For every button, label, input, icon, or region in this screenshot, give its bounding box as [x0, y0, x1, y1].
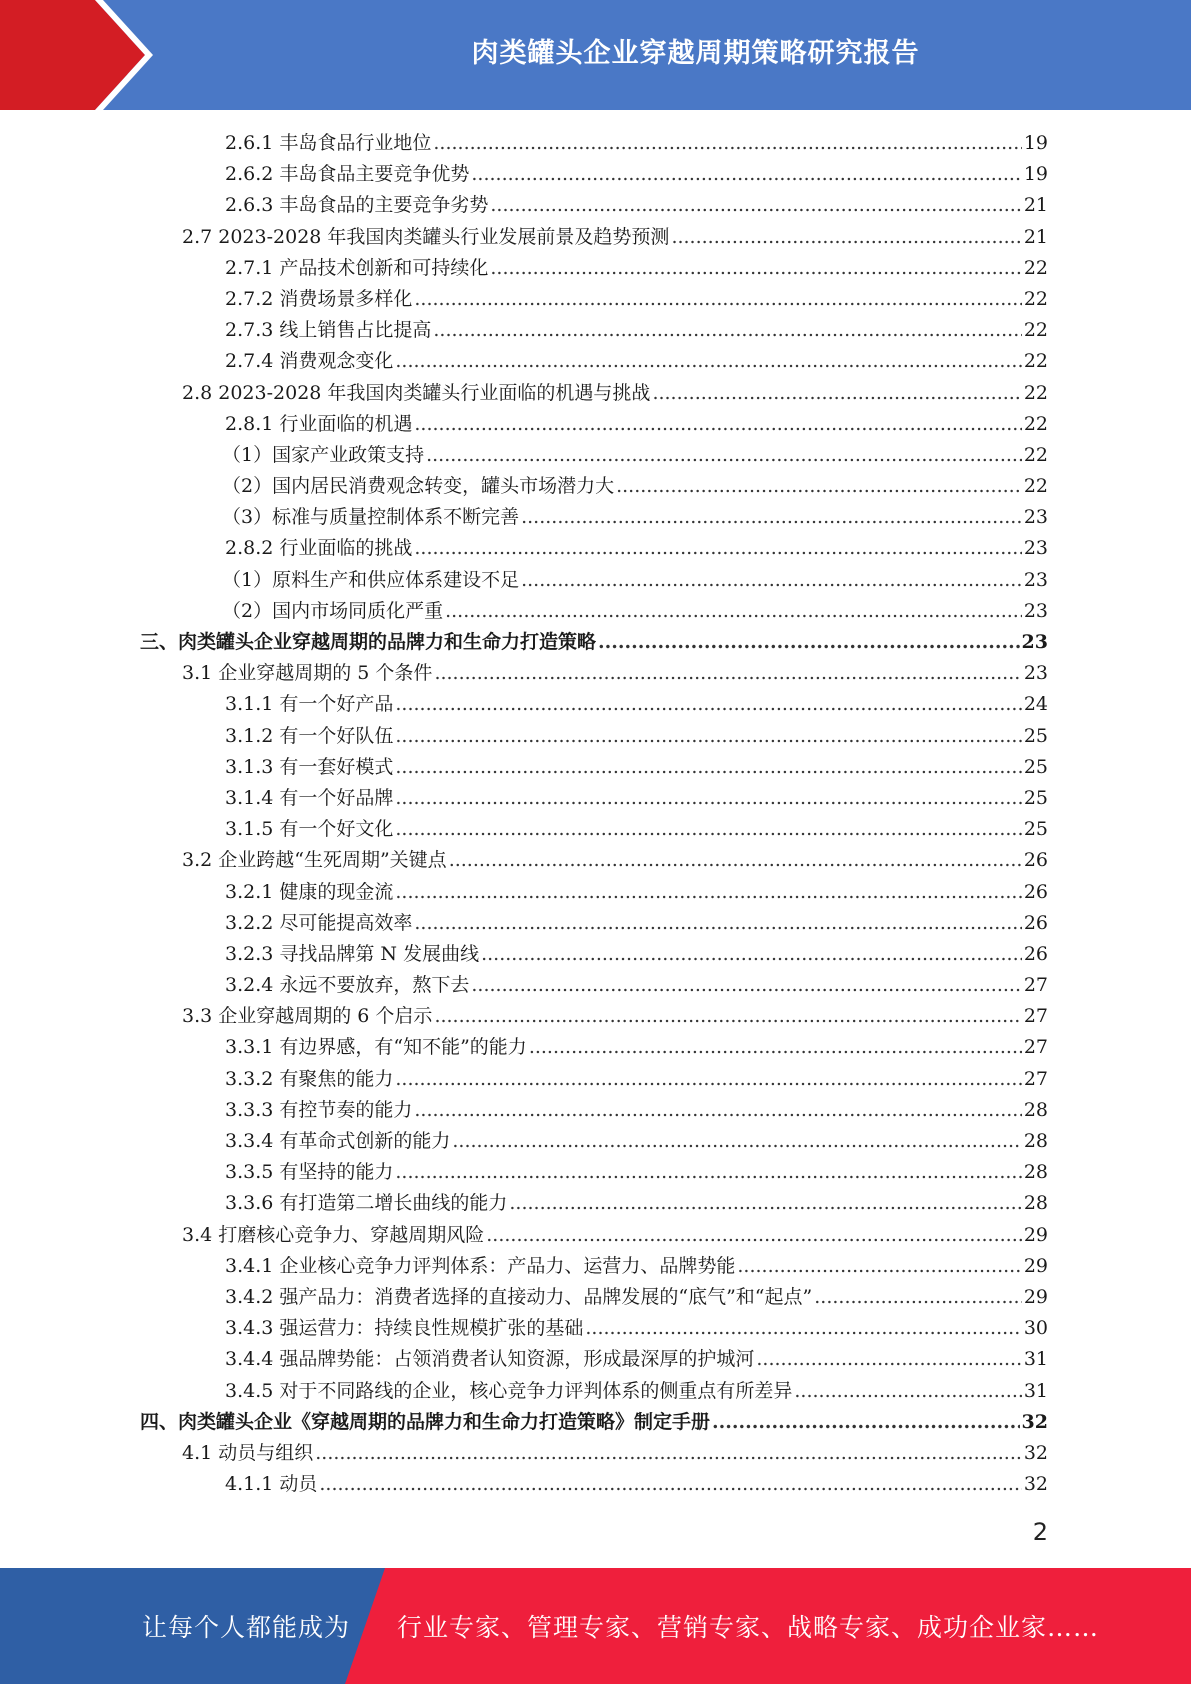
toc-entry-page: 22 [1023, 412, 1048, 435]
toc-entry-title: 3.1.4 有一个好品牌 [225, 786, 394, 809]
toc-entry-page: 31 [1023, 1348, 1048, 1371]
toc-entry-page: 26 [1023, 849, 1048, 872]
toc-entry-title: 2.7 2023-2028 年我国肉类罐头行业发展前景及趋势预测 [182, 225, 670, 248]
toc-dot-leader [395, 877, 1021, 908]
toc-dot-leader [712, 1407, 1020, 1438]
toc-dot-leader [756, 1344, 1021, 1375]
toc-entry[interactable] [140, 877, 1048, 908]
toc-entry-page: 32 [1021, 1410, 1048, 1433]
toc-entry-title: 2.7.1 产品技术创新和可持续化 [225, 256, 489, 279]
toc-entry-page: 27 [1023, 974, 1048, 997]
toc-dot-leader [598, 627, 1020, 658]
toc-entry-page: 22 [1023, 475, 1048, 498]
toc-entry-title: 3.4.5 对于不同路线的企业，核心竞争力评判体系的侧重点有所差异 [225, 1379, 793, 1402]
toc-entry[interactable] [140, 658, 1048, 689]
toc-entry[interactable] [140, 440, 1048, 471]
toc-entry-page: 21 [1023, 194, 1048, 217]
toc-entry-title: 3.2 企业跨越“生死周期”关键点 [182, 849, 447, 872]
toc-dot-leader [395, 689, 1021, 720]
toc-dot-leader [481, 939, 1022, 970]
toc-entry-page: 22 [1023, 381, 1048, 404]
toc-dot-leader [521, 565, 1022, 596]
toc-entry-page: 22 [1023, 443, 1048, 466]
toc-entry-page: 27 [1023, 1005, 1048, 1028]
toc-entry[interactable] [140, 315, 1048, 346]
footer-slogan-right: 行业专家、管理专家、营销专家、战略专家、成功企业家…… [397, 1613, 1100, 1642]
toc-dot-leader [414, 409, 1021, 440]
toc-entry[interactable] [140, 1001, 1048, 1032]
toc-entry[interactable] [140, 970, 1048, 1001]
page-footer [0, 1568, 1191, 1684]
toc-entry[interactable] [140, 721, 1048, 752]
toc-entry[interactable] [140, 128, 1048, 159]
toc-entry-page: 32 [1023, 1441, 1048, 1464]
toc-entry[interactable] [140, 222, 1048, 253]
toc-dot-leader [395, 783, 1021, 814]
toc-entry-page: 23 [1023, 537, 1048, 560]
toc-entry-page: 25 [1023, 818, 1048, 841]
toc-dot-leader [471, 970, 1021, 1001]
toc-dot-leader [585, 1313, 1021, 1344]
toc-entry-title: 4.1 动员与组织 [182, 1441, 314, 1464]
toc-entry[interactable] [140, 1220, 1048, 1251]
toc-entry-page: 28 [1023, 1192, 1048, 1215]
toc-entry-title: 3.4.2 强产品力：消费者选择的直接动力、品牌发展的“底气”和“起点” [225, 1285, 813, 1308]
toc-dot-leader [395, 814, 1021, 845]
toc-entry[interactable] [140, 689, 1048, 720]
toc-entry[interactable] [140, 533, 1048, 564]
toc-entry-title: 4.1.1 动员 [225, 1473, 318, 1496]
toc-dot-leader [414, 533, 1021, 564]
toc-entry[interactable] [140, 1126, 1048, 1157]
report-title: 肉类罐头企业穿越周期策略研究报告 [471, 37, 920, 69]
toc-dot-leader [814, 1282, 1022, 1313]
toc-entry-page: 22 [1023, 287, 1048, 310]
header-red-arrow [0, 0, 145, 110]
toc-dot-leader [509, 1188, 1021, 1219]
toc-entry-title: 3.4.4 强品牌势能：占领消费者认知资源，形成最深厚的护城河 [225, 1348, 755, 1371]
toc-entry[interactable] [140, 1157, 1048, 1188]
toc-entry-page: 27 [1023, 1067, 1048, 1090]
toc-dot-leader [490, 253, 1021, 284]
toc-entry-page: 22 [1023, 319, 1048, 342]
toc-entry-page: 29 [1023, 1254, 1048, 1277]
toc-entry-title: （2）国内市场同质化严重 [222, 599, 444, 622]
toc-dot-leader [426, 440, 1022, 471]
toc-entry[interactable] [140, 1313, 1048, 1344]
toc-entry-page: 23 [1023, 599, 1048, 622]
toc-entry[interactable] [140, 596, 1048, 627]
toc-entry[interactable] [140, 565, 1048, 596]
toc-entry[interactable] [140, 908, 1048, 939]
toc-dot-leader [319, 1469, 1021, 1500]
toc-dot-leader [434, 658, 1021, 689]
toc-dot-leader [652, 378, 1021, 409]
toc-dot-leader [452, 1126, 1021, 1157]
toc-entry-title: 2.8.2 行业面临的挑战 [225, 537, 413, 560]
toc-entry-page: 29 [1023, 1223, 1048, 1246]
toc-dot-leader [395, 1064, 1021, 1095]
toc-entry[interactable] [140, 1282, 1048, 1313]
toc-entry[interactable] [140, 1095, 1048, 1126]
toc-entry[interactable] [140, 1064, 1048, 1095]
toc-entry[interactable] [140, 378, 1048, 409]
toc-dot-leader [414, 1095, 1021, 1126]
toc-dot-leader [315, 1438, 1022, 1469]
toc-entry-title: 3.3.1 有边界感，有“知不能”的能力 [225, 1036, 527, 1059]
toc-entry[interactable] [140, 502, 1048, 533]
toc-entry-page: 26 [1023, 911, 1048, 934]
toc-entry[interactable] [140, 1438, 1048, 1469]
toc-entry-title: 2.7.3 线上销售占比提高 [225, 319, 432, 342]
toc-entry[interactable] [140, 190, 1048, 221]
toc-entry[interactable] [140, 1251, 1048, 1282]
toc-entry-page: 28 [1023, 1161, 1048, 1184]
toc-entry-title: 3.4.3 强运营力：持续良性规模扩张的基础 [225, 1317, 584, 1340]
toc-dot-leader [737, 1251, 1021, 1282]
toc-entry-page: 27 [1023, 1036, 1048, 1059]
toc-entry-page: 21 [1023, 225, 1048, 248]
toc-entry-title: 3.1.5 有一个好文化 [225, 818, 394, 841]
footer-slogan-left: 让每个人都能成为 [142, 1613, 351, 1642]
toc-entry-page: 25 [1023, 786, 1048, 809]
toc-entry-page: 24 [1023, 693, 1048, 716]
toc-entry-title: 3.3.3 有控节奏的能力 [225, 1098, 413, 1121]
toc-dot-leader [395, 346, 1021, 377]
toc-entry-page: 31 [1023, 1379, 1048, 1402]
toc-entry[interactable] [140, 1032, 1048, 1063]
toc-dot-leader [521, 502, 1022, 533]
toc-entry-page: 32 [1023, 1473, 1048, 1496]
toc-dot-leader [433, 315, 1021, 346]
toc-entry-title: 3.2.4 永远不要放弃，熬下去 [225, 974, 470, 997]
toc-entry-title: 三、肉类罐头企业穿越周期的品牌力和生命力打造策略 [140, 631, 597, 653]
toc-dot-leader [414, 284, 1021, 315]
toc-entry-title: 3.3.5 有坚持的能力 [225, 1161, 394, 1184]
toc-dot-leader [445, 596, 1022, 627]
toc-entry-title: 3.2.2 尽可能提高效率 [225, 911, 413, 934]
toc-entry[interactable] [140, 783, 1048, 814]
toc-entry[interactable] [140, 1188, 1048, 1219]
toc-entry[interactable] [140, 159, 1048, 190]
toc-dot-leader [395, 1157, 1021, 1188]
toc-entry-page: 23 [1023, 662, 1048, 685]
toc-entry-title: 3.2.1 健康的现金流 [225, 880, 394, 903]
toc-entry-title: 2.6.1 丰岛食品行业地位 [225, 132, 432, 154]
toc-entry-title: 3.4.1 企业核心竞争力评判体系：产品力、运营力、品牌势能 [225, 1254, 736, 1277]
toc-entry-title: 3.1 企业穿越周期的 5 个条件 [182, 662, 433, 685]
toc-entry-title: 3.1.1 有一个好产品 [225, 693, 394, 716]
toc-entry-title: 3.2.3 寻找品牌第 N 发展曲线 [225, 942, 480, 965]
toc-entry[interactable] [140, 1376, 1048, 1407]
toc-entry[interactable] [140, 1407, 1048, 1438]
toc-dot-leader [671, 222, 1021, 253]
page-number: 2 [1032, 1518, 1048, 1546]
toc-entry-page: 28 [1023, 1130, 1048, 1152]
toc-entry-page: 23 [1021, 631, 1048, 653]
toc-entry-title: 2.6.3 丰岛食品的主要竞争劣势 [225, 194, 489, 217]
toc-entry[interactable] [140, 346, 1048, 377]
toc-dot-leader [449, 845, 1022, 876]
toc-entry-page: 19 [1023, 163, 1048, 186]
toc-entry[interactable] [140, 284, 1048, 315]
toc-entry[interactable] [140, 471, 1048, 502]
toc-entry-title: 3.3.2 有聚焦的能力 [225, 1067, 394, 1090]
toc-dot-leader [616, 471, 1022, 502]
toc-entry-title: （2）国内居民消费观念转变，罐头市场潜力大 [222, 475, 615, 498]
toc-dot-leader [395, 721, 1021, 752]
toc-entry[interactable] [140, 752, 1048, 783]
toc-entry-title: 3.3.6 有打造第二增长曲线的能力 [225, 1192, 508, 1215]
toc-dot-leader [486, 1220, 1022, 1251]
toc-entry[interactable] [140, 253, 1048, 284]
toc-dot-leader [433, 128, 1021, 159]
toc-entry[interactable] [140, 1344, 1048, 1375]
toc-entry-page: 30 [1023, 1317, 1048, 1340]
toc-entry[interactable] [140, 939, 1048, 970]
toc-entry[interactable] [140, 409, 1048, 440]
toc-entry-title: 2.6.2 丰岛食品主要竞争优势 [225, 163, 470, 186]
toc-entry-page: 23 [1023, 568, 1048, 591]
toc-dot-leader [395, 752, 1021, 783]
toc-entry-page: 22 [1023, 256, 1048, 279]
toc-entry-title: 四、肉类罐头企业《穿越周期的品牌力和生命力打造策略》制定手册 [140, 1410, 711, 1433]
toc-entry-page: 25 [1023, 724, 1048, 747]
toc-entry-title: 2.8 2023-2028 年我国肉类罐头行业面临的机遇与挑战 [182, 381, 651, 404]
toc-entry-title: 3.1.3 有一套好模式 [225, 755, 394, 778]
toc-entry-title: 2.7.2 消费场景多样化 [225, 287, 413, 310]
toc-entry-title: （1）国家产业政策支持 [222, 443, 425, 466]
toc-entry-title: （1）原料生产和供应体系建设不足 [222, 568, 520, 591]
toc-entry-page: 29 [1023, 1285, 1048, 1308]
toc-entry[interactable] [140, 814, 1048, 845]
toc-dot-leader [794, 1376, 1021, 1407]
toc-entry[interactable] [140, 1469, 1048, 1500]
toc-dot-leader [529, 1032, 1022, 1063]
toc-entry-page: 19 [1023, 132, 1048, 154]
toc-entry[interactable] [140, 845, 1048, 876]
toc-dot-leader [471, 159, 1021, 190]
toc-entry-page: 25 [1023, 755, 1048, 778]
page-header [0, 0, 1191, 110]
toc-dot-leader [414, 908, 1021, 939]
toc-entry-page: 28 [1023, 1098, 1048, 1121]
toc-entry-page: 22 [1023, 350, 1048, 373]
toc-dot-leader [490, 190, 1021, 221]
toc-entry-title: 3.3.4 有革命式创新的能力 [225, 1130, 451, 1152]
toc-entry-title: （3）标准与质量控制体系不断完善 [222, 506, 520, 529]
toc-dot-leader [434, 1001, 1021, 1032]
toc-entry-title: 3.4 打磨核心竞争力、穿越周期风险 [182, 1223, 485, 1246]
toc-entry-title: 3.3 企业穿越周期的 6 个启示 [182, 1005, 433, 1028]
toc-entry-title: 2.7.4 消费观念变化 [225, 350, 394, 373]
toc-entry-page: 23 [1023, 506, 1048, 529]
table-of-contents [140, 128, 1048, 1500]
toc-entry-title: 2.8.1 行业面临的机遇 [225, 412, 413, 435]
toc-entry[interactable] [140, 627, 1048, 658]
toc-entry-page: 26 [1023, 942, 1048, 965]
toc-entry-title: 3.1.2 有一个好队伍 [225, 724, 394, 747]
toc-entry-page: 26 [1023, 880, 1048, 903]
